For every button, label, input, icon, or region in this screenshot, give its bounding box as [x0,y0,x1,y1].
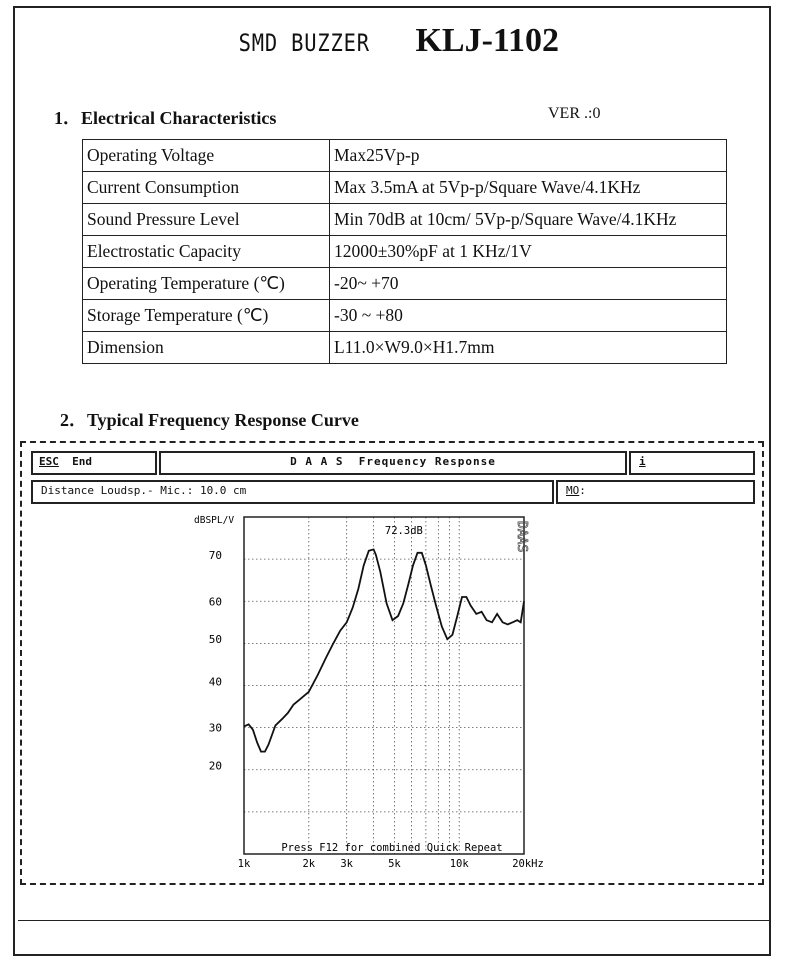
x-tick-label: 5k [388,858,401,870]
spec-name: Operating Voltage [83,140,330,172]
daas-window [20,441,764,885]
window-title-bar: D A A S Frequency Response [159,451,627,475]
esc-key: ESC [39,455,59,468]
section-electrical-title: 1．Electrical Characteristics [54,108,277,128]
y-tick-label: 70 [208,548,222,562]
y-tick-label: 40 [208,675,222,689]
spec-value: 12000±30%pF at 1 KHz/1V [330,236,727,268]
y-axis-label: dBSPL/V [194,515,235,526]
esc-label: End [72,455,92,468]
mo-suffix: : [579,484,586,497]
x-tick-label: 1k [237,858,251,870]
spec-value: Min 70dB at 10cm/ 5Vp-p/Square Wave/4.1KHz [330,204,727,236]
x-tick-label: 10k [449,858,469,870]
mo-key: MO [566,484,580,497]
spec-row [83,332,727,364]
series-line-spl [244,549,524,751]
spec-row [83,172,727,204]
spec-value: -20~ +70 [330,268,727,300]
model-number: KLJ-1102 [415,22,560,59]
y-tick-label: 50 [208,633,222,647]
spec-name: Storage Temperature (℃) [83,300,330,332]
spec-value: L11.0×W9.0×H1.7mm [330,332,727,364]
x-tick-label: 2k [302,858,316,870]
distance-field: Distance Loudsp.- Mic.: 10.0 cm [31,480,554,504]
frequency-response-chart [22,443,762,883]
section-frequency-title: 2．Typical Frequency Response Curve [60,410,359,430]
peak-label: 72.3dB [384,525,423,537]
x-tick-label: 3k [340,858,354,870]
y-tick-label: 60 [208,595,222,609]
spec-table [82,139,727,364]
spec-row [83,300,727,332]
chart-grid [244,517,524,854]
spec-value: -30 ~ +80 [330,300,727,332]
info-key: i [639,455,646,468]
spec-name: Electrostatic Capacity [83,236,330,268]
x-tick-label: 20kHz [512,858,544,870]
footer-hint: Press F12 for combined Quick Repeat [281,842,503,854]
y-tick-label: 30 [208,721,222,735]
page-title [0,22,786,60]
version-label: VER .:0 [548,105,601,122]
spec-row [83,204,727,236]
footer-divider [18,920,770,921]
product-type: SMD BUZZER [238,29,370,57]
spec-value: Max25Vp-p [330,140,727,172]
spec-name: Current Consumption [83,172,330,204]
spec-row [83,268,727,300]
spec-name: Operating Temperature (℃) [83,268,330,300]
spec-name: Sound Pressure Level [83,204,330,236]
spec-name: Dimension [83,332,330,364]
spec-row [83,236,727,268]
spec-value: Max 3.5mA at 5Vp-p/Square Wave/4.1KHz [330,172,727,204]
daas-brand-mark: DAAS [514,521,529,553]
y-tick-label: 20 [208,759,222,773]
spec-row [83,140,727,172]
